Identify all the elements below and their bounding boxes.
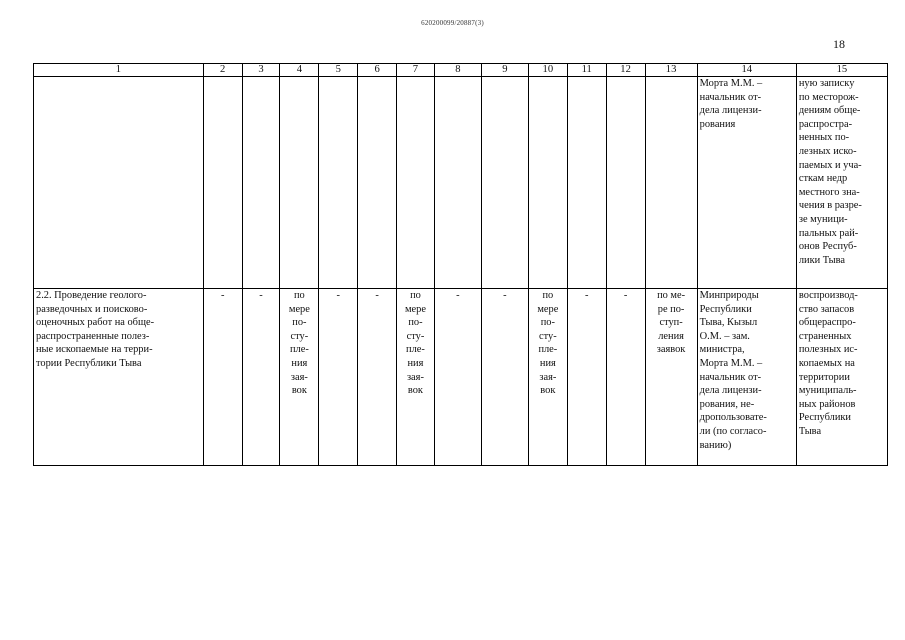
table-cell xyxy=(203,77,242,289)
result-cell: воспроизвод- ство запасов общераспро- страненных полезных ис- копаемых на территории муниципаль- ных районов Республики Тыва xyxy=(796,289,887,466)
table-cell: - xyxy=(319,289,358,466)
column-header: 5 xyxy=(319,64,358,77)
table-cell xyxy=(319,77,358,289)
column-header: 10 xyxy=(528,64,567,77)
table-cell xyxy=(567,77,606,289)
column-header: 12 xyxy=(606,64,645,77)
table-cell: по мере по- сту- пле- ния зая- вок xyxy=(528,289,567,466)
column-header: 4 xyxy=(280,64,319,77)
column-number-row xyxy=(34,64,888,77)
table-cell: - xyxy=(606,289,645,466)
column-header: 6 xyxy=(358,64,397,77)
responsible-cell: Минприроды Республики Тыва, Кызыл О.М. – зам. министра, Морта М.М. – начальник от- дела лицензи- рования, не- дропользовате- ли (по согласо- ванию) xyxy=(697,289,796,466)
table-cell xyxy=(397,77,435,289)
page-number: 18 xyxy=(833,37,845,51)
column-header: 2 xyxy=(203,64,242,77)
table-cell xyxy=(280,77,319,289)
table-row xyxy=(34,289,888,466)
column-header: 13 xyxy=(645,64,697,77)
table-cell: - xyxy=(242,289,280,466)
table-cell: по ме- ре по- ступ- ления заявок xyxy=(645,289,697,466)
table-cell: - xyxy=(358,289,397,466)
table-cell: по мере по- сту- пле- ния зая- вок xyxy=(397,289,435,466)
table-cell xyxy=(528,77,567,289)
column-header: 7 xyxy=(397,64,435,77)
table-row xyxy=(34,77,888,289)
table-cell xyxy=(358,77,397,289)
document-code: 620200099/20887(3) xyxy=(421,19,484,27)
plan-table xyxy=(33,63,888,466)
responsible-cell: Морта М.М. – начальник от- дела лицензи- рования xyxy=(697,77,796,289)
table-cell: - xyxy=(481,289,528,466)
result-cell: ную записку по месторож- дениям обще- распростра- ненных по- лезных иско- паемых и уча- сткам недр местного зна- чения в разре- зе муници- пальных рай- онов Респуб- лики Тыва xyxy=(796,77,887,289)
column-header: 9 xyxy=(481,64,528,77)
column-header: 15 xyxy=(796,64,887,77)
table-cell xyxy=(242,77,280,289)
table-cell xyxy=(434,77,481,289)
table-cell: - xyxy=(203,289,242,466)
table-cell: - xyxy=(434,289,481,466)
column-header: 3 xyxy=(242,64,280,77)
column-header: 8 xyxy=(434,64,481,77)
table-cell xyxy=(34,77,204,289)
measure-name-cell: 2.2. Проведение геолого- разведочных и поисково- оценочных работ на обще- распространенные полез- ные ископаемые на терри- тории Республики Тыва xyxy=(34,289,204,466)
table-cell xyxy=(481,77,528,289)
column-header: 14 xyxy=(697,64,796,77)
column-header: 11 xyxy=(567,64,606,77)
table-cell xyxy=(645,77,697,289)
table-cell xyxy=(606,77,645,289)
column-header: 1 xyxy=(34,64,204,77)
table-cell: - xyxy=(567,289,606,466)
table-cell: по мере по- сту- пле- ния зая- вок xyxy=(280,289,319,466)
